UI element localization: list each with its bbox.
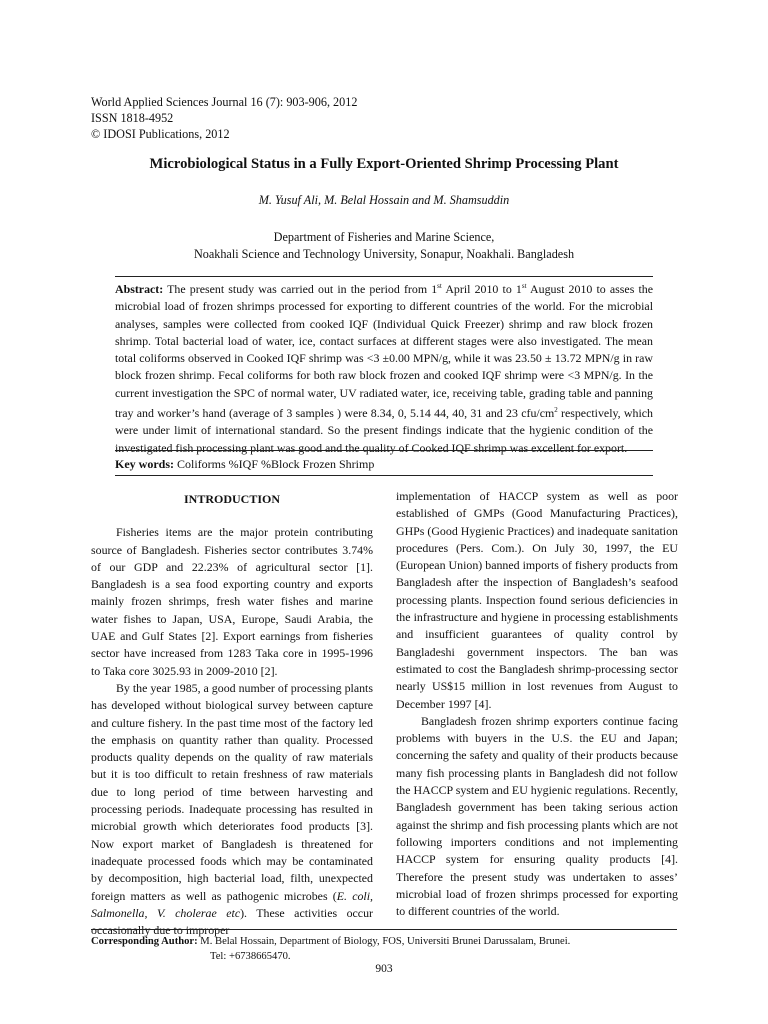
corresponding-author <box>91 934 570 964</box>
journal-issn: ISSN 1818-4952 <box>91 111 174 125</box>
pathogen-names: E. coli, Salmonella, V. cholerae etc <box>91 888 374 920</box>
left-column <box>91 488 373 939</box>
keywords-text: Coliforms %IQF %Block Frozen Shrimp <box>174 457 375 471</box>
corresponding-text: M. Belal Hossain, Department of Biology, FOS, Universiti Brunei Darussalam, Brunei. <box>197 936 571 947</box>
abstract-sup-1: st <box>437 282 442 290</box>
keywords-label: Key words: <box>115 457 174 471</box>
journal-copyright: © IDOSI Publications, 2012 <box>91 127 230 141</box>
affiliation-line-1: Department of Fisheries and Marine Science, <box>273 230 495 244</box>
corresponding-label: Corresponding Author: <box>91 936 198 947</box>
abstract-text-4: respectively, which were under limit of international standard. So the present findings indicate that the hygienic condition of the investigated fish processing plant was good and the quality of Cooked IQF shrimp was excellent for export. <box>115 406 653 455</box>
intro-paragraph-1: Fisheries items are the major protein contributing source of Bangladesh. Fisheries sector contributes 3.74% of our GDP and 22.23% of agricultural sector [1]. Bangladesh is a sea food exporting country and exports mainly frozen shrimps, fresh water fishes and marine water fishes to Japan, USA, Europe, Saudi Arabia, the UAE and Gulf States [2]. Export earnings from fisheries sector have increased from 1283 Taka core in 1995-1996 to Taka core 3025.93 in 2009-2010 [2]. <box>91 525 373 678</box>
paper-title: Microbiological Status in a Fully Export-Oriented Shrimp Processing Plant <box>149 156 619 172</box>
intro-paragraph-3: implementation of HACCP system as well as poor established of GMPs (Good Manufacturing Practices), GHPs (Good Hygienic Practices) and inadequate sanitation procedures (Pers. Com.). On July 30, 1997, the EU (European Union) banned imports of fishery products from Bangladesh after the inspection of Bangladesh’s seafood processing plants. Inspection found serious deficiencies in the infrastructure and hygiene in processing establishments and insufficient guarantees of quality control by Bangladeshi government inspectors. The ban was estimated to cost the Bangladesh shrimp-processing sector nearly US$15 million in lost revenues from August to December 1997 [4]. <box>396 489 678 711</box>
keywords <box>115 457 653 472</box>
affiliation-line-2: Noakhali Science and Technology University, Sonapur, Noakhali. Bangladesh <box>193 247 575 261</box>
journal-citation: World Applied Sciences Journal 16 (7): 903-906, 2012 <box>91 95 358 109</box>
abstract-sup-2: st <box>521 282 527 290</box>
keywords-bottom-rule <box>115 475 653 476</box>
abstract-text-2: April 2010 to 1 <box>441 281 522 296</box>
right-column <box>396 488 678 920</box>
journal-info <box>91 94 357 142</box>
page-number: 903 <box>375 963 393 975</box>
abstract-bottom-rule <box>115 450 653 451</box>
abstract-sup-3: 2 <box>554 406 558 415</box>
intro-paragraph-4: Bangladesh frozen shrimp exporters continue facing problems with buyers in the U.S. the EU and Japan; concerning the safety and quality of their products because many fish processing plants in Bangladesh did not follow the HACCP system and EU hygienic regulations. Recently, Bangladesh government has been taking serious action against the shrimp and fish processing plants which are not following importers conditions and not implementing HACCP system for ensuring quality products [4]. Therefore the present study was undertaken to asses’ microbial load of frozen shrimps processed for exporting to different countries of the world. <box>396 713 678 919</box>
intro-paragraph-2 <box>91 680 373 939</box>
abstract <box>115 278 653 457</box>
intro-paragraph-2-text-a: By the year 1985, a good number of processing plants has developed without biological survey between capture and culture fishery. In the past time most of the factory led the emphasis on quantity rather than quality. Processed products quality depends on the quality of raw materials but it is too difficult to retain freshness of raw materials due to long period of time between harvesting and processing periods. Inadequate processing has resulted in microbial growth which deteriorates food products [3]. Now export market of Bangladesh is threatened for inadequate processed foods which may be contaminated by decomposition, high bacterial load, filth, unexpected foreign matters as well as pathogenic microbes ( <box>91 680 373 903</box>
corresponding-tel: Tel: +6738665470. <box>210 951 291 962</box>
footnote-rule <box>91 929 677 930</box>
abstract-text-1: The present study was carried out in the period from 1 <box>163 281 438 296</box>
abstract-top-rule <box>115 276 653 277</box>
section-heading-introduction: INTRODUCTION <box>183 492 280 506</box>
abstract-label: Abstract: <box>115 281 164 296</box>
author-affiliation <box>0 229 768 263</box>
abstract-text-3: August 2010 to asses the microbial load of frozen shrimps processed for exporting to different countries of the world. For the microbial analyses, samples were collected from cooked IQF (Individual Quick Freezer) shrimp and raw block frozen shrimp. Total bacterial load of water, ice, contact surfaces at different stages were also investigated. The mean total coliforms observed in Cooked IQF shrimp was <3 ±0.00 MPN/g, while it was 23.50 ± 13.72 MPN/g in raw block frozen shrimp. Fecal coliforms for both raw block frozen and cooked IQF shrimp were <3 MPN/g. In the current investigation the SPC of normal water, UV radiated water, ice, receiving table, grading table and panning tray and worker’s hand (average of 3 samples ) were 8.34, 0, 5.14 44, 40, 31 and 23 cfu/cm <box>115 281 653 421</box>
paper-authors: M. Yusuf Ali, M. Belal Hossain and M. Shamsuddin <box>258 193 510 207</box>
intro-paragraph-2-text-b: ). These activities occur occasionally due to improper <box>91 905 373 938</box>
